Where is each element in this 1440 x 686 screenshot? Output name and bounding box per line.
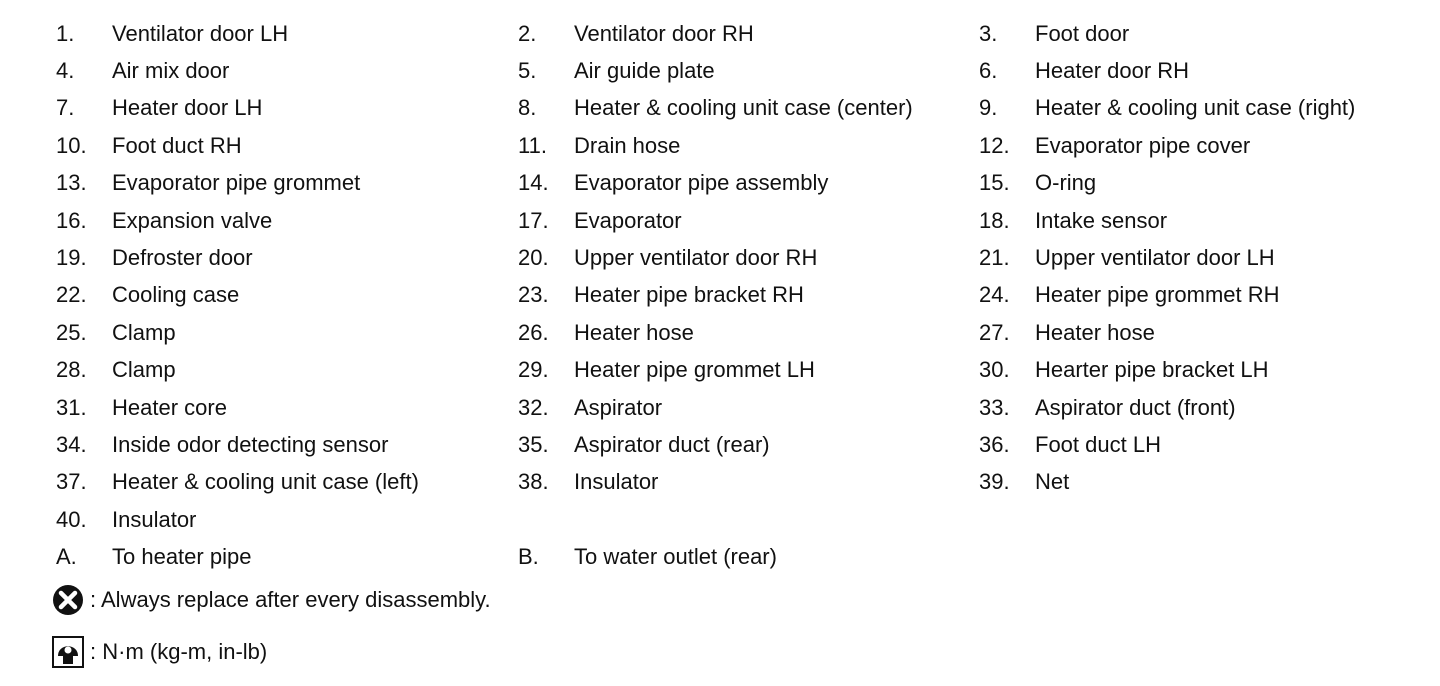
legend-item [518, 538, 979, 575]
legend-item-number: 40. [56, 506, 87, 532]
legend-item [56, 202, 518, 239]
legend-item [56, 352, 518, 389]
legend-item-label: Heater hose [1035, 319, 1155, 345]
legend-item [518, 389, 979, 426]
legend-item [518, 202, 979, 239]
legend-item-number: 3. [979, 20, 998, 46]
legend-item-label: Heater pipe bracket RH [574, 282, 804, 308]
legend-item-number: 28. [56, 357, 87, 383]
legend-item-number: 32. [518, 394, 549, 420]
legend-item-number: 30. [979, 357, 1010, 383]
legend-empty-cell [979, 538, 1379, 575]
legend-item-label: Air guide plate [574, 58, 715, 84]
legend-item-label: Ventilator door LH [112, 20, 289, 46]
legend-item [518, 15, 979, 52]
legend-item-number: 9. [979, 95, 998, 121]
legend-item-label: Net [1035, 469, 1070, 495]
legend-item-label: Drain hose [574, 132, 681, 158]
legend-item [56, 389, 518, 426]
legend-item [56, 538, 518, 575]
legend-item-label: Heater door LH [112, 95, 263, 121]
legend-item [979, 165, 1379, 202]
legend-item [979, 127, 1379, 164]
legend-item-label: Ventilator door RH [574, 20, 754, 46]
legend-item-label: Evaporator pipe grommet [112, 170, 361, 196]
legend-item [979, 15, 1379, 52]
legend-item [518, 90, 979, 127]
legend-item [979, 389, 1379, 426]
legend-item-number: 29. [518, 357, 549, 383]
legend-item-number: 20. [518, 245, 549, 271]
legend-item-number: 5. [518, 58, 537, 84]
legend-item-label: Air mix door [112, 58, 230, 84]
legend-item-number: 15. [979, 170, 1010, 196]
legend-item [56, 15, 518, 52]
legend-item-number: 10. [56, 132, 87, 158]
legend-item-label: Heater door RH [1035, 58, 1190, 84]
parts-legend [56, 15, 1379, 576]
legend-item [56, 52, 518, 89]
legend-item [979, 277, 1379, 314]
legend-item [56, 464, 518, 501]
legend-item [56, 90, 518, 127]
legend-item-number: B. [518, 544, 539, 570]
legend-item [518, 127, 979, 164]
legend-item-label: O-ring [1035, 170, 1097, 196]
legend-item-label: Clamp [112, 319, 176, 345]
legend-item-label: Heater pipe grommet RH [1035, 282, 1280, 308]
legend-item-number: 19. [56, 245, 87, 271]
legend-item [979, 52, 1379, 89]
legend-item-label: To water outlet (rear) [574, 544, 777, 570]
legend-item-number: 4. [56, 58, 75, 84]
legend-item-label: Heater core [112, 394, 227, 420]
legend-item-number: 7. [56, 95, 75, 121]
legend-item-number: 22. [56, 282, 87, 308]
legend-item [979, 202, 1379, 239]
torque-note-text: : N·m (kg-m, in-lb) [90, 639, 268, 664]
legend-item-label: Inside odor detecting sensor [112, 431, 389, 457]
legend-item-label: Defroster door [112, 245, 253, 271]
legend-item [56, 426, 518, 463]
legend-item-label: Foot door [1035, 20, 1130, 46]
legend-item-number: 36. [979, 431, 1010, 457]
legend-item [56, 127, 518, 164]
torque-wrench-icon [52, 636, 84, 668]
legend-item [979, 352, 1379, 389]
legend-item-label: Foot duct RH [112, 132, 242, 158]
legend-item-label: Aspirator [574, 394, 663, 420]
legend-item [518, 426, 979, 463]
legend-item-label: Upper ventilator door LH [1035, 245, 1275, 271]
replace-note [52, 584, 491, 616]
legend-item-label: Insulator [112, 506, 197, 532]
legend-item-label: Foot duct LH [1035, 431, 1161, 457]
legend-item-label: Heater pipe grommet LH [574, 357, 815, 383]
legend-item [56, 165, 518, 202]
legend-item [518, 239, 979, 276]
legend-item-number: 24. [979, 282, 1010, 308]
legend-item-number: 18. [979, 207, 1010, 233]
legend-item [518, 352, 979, 389]
legend-item [979, 90, 1379, 127]
legend-item-number: 27. [979, 319, 1010, 345]
legend-item [56, 314, 518, 351]
legend-item [979, 426, 1379, 463]
legend-item-label: Aspirator duct (rear) [574, 431, 770, 457]
legend-item-label: Expansion valve [112, 207, 273, 233]
legend-item [518, 165, 979, 202]
legend-item-label: Insulator [574, 469, 659, 495]
legend-item-number: 12. [979, 132, 1010, 158]
legend-item [979, 464, 1379, 501]
legend-item-label: Clamp [112, 357, 176, 383]
legend-item-number: 6. [979, 58, 998, 84]
legend-item-label: Heater & cooling unit case (right) [1035, 95, 1356, 121]
legend-item-number: 34. [56, 431, 87, 457]
legend-item-label: Hearter pipe bracket LH [1035, 357, 1269, 383]
legend-item-label: Cooling case [112, 282, 240, 308]
legend-item-number: 25. [56, 319, 87, 345]
legend-item-number: 21. [979, 245, 1010, 271]
legend-item-label: Evaporator pipe assembly [574, 170, 829, 196]
legend-item-label: Intake sensor [1035, 207, 1168, 233]
legend-empty-cell [979, 501, 1379, 538]
legend-item [56, 501, 518, 538]
legend-item-label: Heater & cooling unit case (center) [574, 95, 913, 121]
legend-item-number: 26. [518, 319, 549, 345]
legend-item [56, 277, 518, 314]
legend-item-number: 8. [518, 95, 537, 121]
legend-item-label: Evaporator [574, 207, 682, 233]
legend-item-number: 39. [979, 469, 1010, 495]
legend-item [518, 52, 979, 89]
legend-item-number: 2. [518, 20, 537, 46]
legend-item-number: 35. [518, 431, 549, 457]
replace-note-text: : Always replace after every disassembly. [90, 587, 491, 612]
legend-item [518, 277, 979, 314]
legend-item-number: 37. [56, 469, 87, 495]
legend-item-number: 33. [979, 394, 1010, 420]
legend-item-label: Aspirator duct (front) [1035, 394, 1236, 420]
legend-item [979, 239, 1379, 276]
legend-item-label: Heater & cooling unit case (left) [112, 469, 419, 495]
legend-item [56, 239, 518, 276]
legend-item-number: 38. [518, 469, 549, 495]
legend-item [518, 464, 979, 501]
legend-item-number: A. [56, 544, 77, 570]
legend-item-number: 17. [518, 207, 549, 233]
legend-item [979, 314, 1379, 351]
legend-item [518, 314, 979, 351]
torque-note [52, 636, 267, 668]
legend-item-number: 16. [56, 207, 87, 233]
legend-item-number: 31. [56, 394, 87, 420]
legend-item-label: Heater hose [574, 319, 694, 345]
legend-item-number: 11. [518, 132, 547, 158]
legend-item-number: 23. [518, 282, 549, 308]
legend-item-label: To heater pipe [112, 544, 252, 570]
replace-circle-x-icon [52, 584, 84, 616]
legend-item-number: 13. [56, 170, 87, 196]
legend-empty-cell [518, 501, 979, 538]
legend-item-number: 14. [518, 170, 549, 196]
legend-item-number: 1. [56, 20, 75, 46]
legend-item-label: Evaporator pipe cover [1035, 132, 1251, 158]
legend-item-label: Upper ventilator door RH [574, 245, 818, 271]
